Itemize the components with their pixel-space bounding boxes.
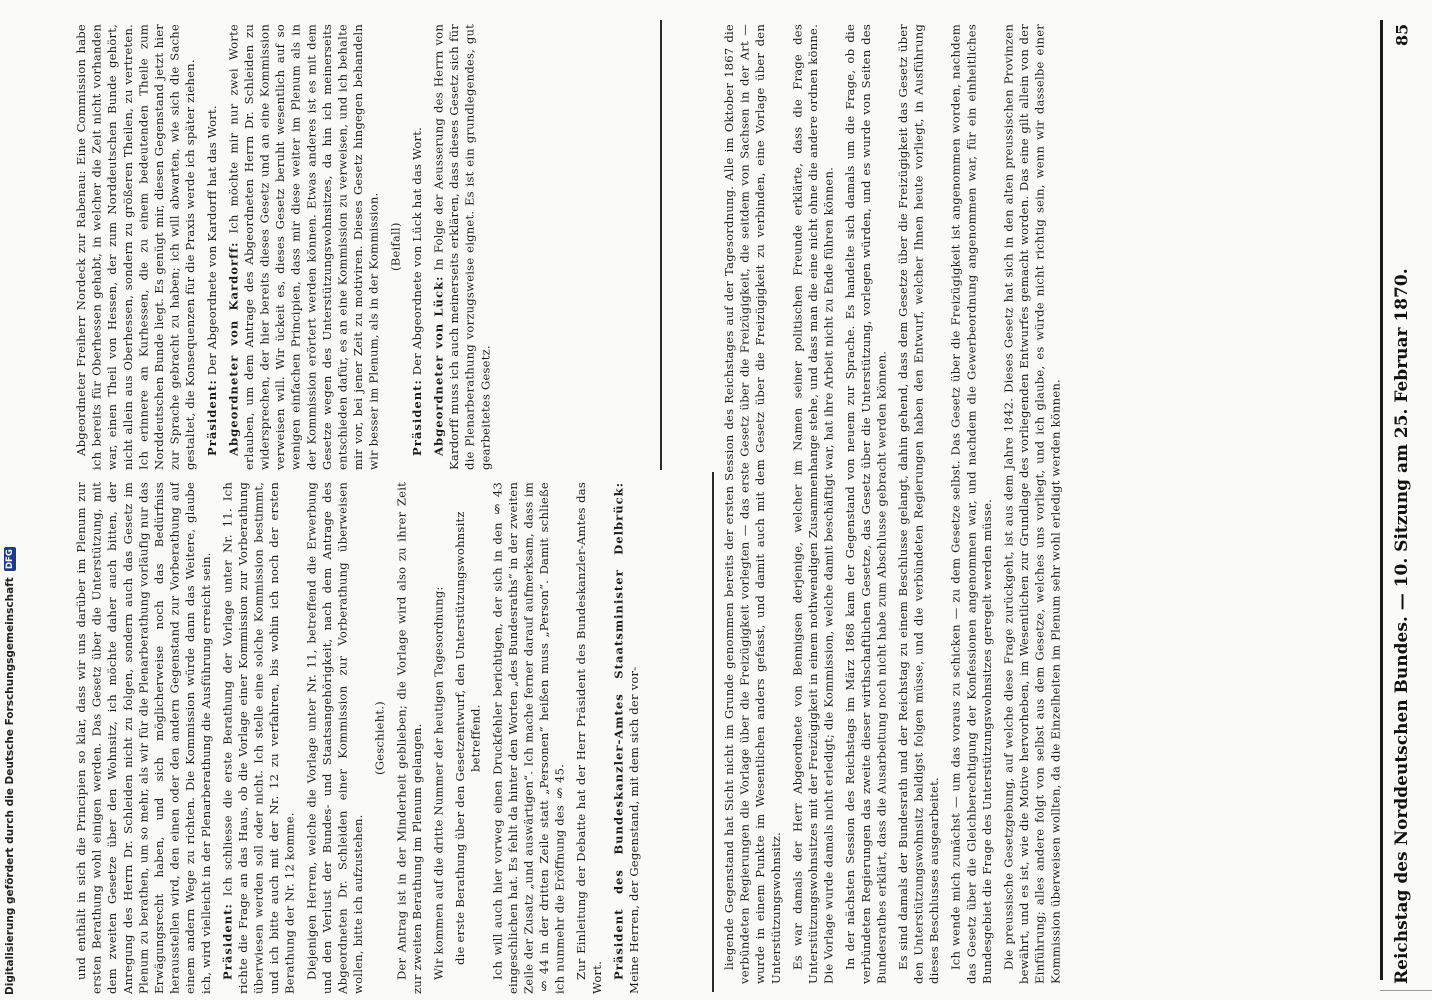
speech (431, 24, 493, 470)
speech (226, 24, 382, 470)
digitization-credit (2, 549, 18, 995)
speech-text: Der Abgeordnete von Lück hat das Wort. (409, 127, 424, 376)
paragraph: Ich wende mich zunächst — um das voraus zu schicken — zu dem Gesetze selbst. Das Gesetz über die Freizügigkeit ist angenommen worden, nachdem das Gesetz über die Gleichberechtigung der Konfessionen angenommen war, und nachdem die Gewerbeordnung angenommen war, für ein einheitliches Bundesgebiet die Frage des Unterstützungswohnsitzes geregelt werden müsse. (948, 24, 994, 984)
paragraph: Es war damals der Herr Abgeordnete von Bennigsen derjenige, welcher im Namen seiner politischen Freunde erklärte, dass die Frage des Unterstützungswohnsitzes mit der Freizügigkeit in einem nothwendigen Zusammenhange stehe, und dass man die eine nicht ohne die andere ordnen könne. Die Vorlage wurde damals nicht erledigt; die Kommission, welche damit beschäftigt war, hat ihre Arbeit nicht zu Ende führen können. (790, 24, 836, 984)
speech-text: Ich schliesse die erste Berathung der Vorlage unter Nr. 11. Ich richte die Frage an das Haus, ob die Vorlage einer Kommission zur Vorberathung überwiesen werden soll oder nicht. Ich stelle eine solche Kommission bestimmt, und ich bitte auch mit der Nr. 12 zu verfahren, bis wohin ich noch der ersten Berathung der Nr. 12 komme. (220, 482, 297, 994)
speaker-label: Präsident: (204, 379, 219, 456)
header-rule (1380, 20, 1383, 980)
stage-note: (Beifall) (388, 222, 403, 272)
speech (611, 482, 642, 994)
speech-text: Der Abgeordnete von Kardorff hat das Wort. (204, 105, 219, 376)
paragraph: Diejenigen Herren, welche die Vorlage unter Nr. 11, betreffend die Erwerbung und den Verlust der Bundes- und Staatsangehörigkeit, nach dem Antrage des Abgeordneten Dr. Schleiden einer Kommission zur Vorberathung überweisen wollen, bitte ich aufzustehen. (304, 482, 366, 994)
dfg-logo-icon: DFG (5, 549, 15, 570)
paragraph: In der nächsten Session des Reichstags im März 1868 kam der Gegenstand von neuem zur Sprache. Es handelte sich damals um die Frage, ob die verbündeten Regierungen das zweite dieser wirthschaftlichen Gesetze, das Gesetz über die Unterstützung, vorlegen würden, und es wurde von Seiten des Bundesrathes erklärt, dass die Ausarbeitung noch nicht habe zum Abschlusse gebracht werden können. (843, 24, 889, 984)
running-header (1384, 24, 1420, 984)
speaker-label: Präsident: (409, 379, 424, 456)
paragraph: Es sind damals der Bundesrath und der Reichstag zu einem Beschlusse gelangt, dahin gehend, dass dem Gesetze über die Freizügigkeit das Gesetz über den Unterstützungswohnsitz baldigst folgen müsse, und die verbündeten Regierungen haben den Entwurf, welcher Ihnen heute vorliegt, in Ausführung dieses Beschlusses ausgearbeitet. (895, 24, 942, 984)
speaker-label: Abgeordneter von Lück: (431, 275, 446, 456)
paragraph: und enthält in sich die Principien so klar, dass wir uns darüber im Plenum zur ersten Berathung wohl einigen werden. Das Gesetz über die Unterstützung, mit dem zweiten Gesetze über den Wohnsitz, ich möchte daher auch bitten, der Anregung des Herrn Dr. Schleiden nicht zu folgen, sondern auch das Gesetz im Plenum zu berathen, um so mehr, als wir für die Plenarberathung vorläufig nur das Erwägungsrecht haben, und sich möglicherweise noch das Bedürfniss herausstellen wird, den einen oder den andern Gegenstand zur Vorberathung auf einem andern Wege zu richten. Die Kommission würde dann das Weitere, glaube ich, wird vielleicht in der Plenarberathung die Ausführung erreicht sein. (74, 482, 213, 994)
column-divider-bottom (712, 472, 714, 992)
speech (205, 24, 221, 470)
speaker-label: Präsident des Bundeskanzler-Amtes Staatsminister Delbrück: (611, 482, 626, 980)
paragraph: Die preussische Gesetzgebung, auf welche diese Frage zurückgeht, ist aus dem Jahre 1842. Dieses Gesetz hat sich in den alten preussischen Provinzen bewährt, und es ist, wie die Motive hervorheben, im Wesentlichen zur Grundlage des vorliegenden Entwurfes gemacht worden. Das eine gilt allein von der Einführung; alles andere folgt von selbst aus dem Gesetze, welches uns vorliegt, und ich glaube, es würde nicht richtig sein, wenn wir dasselbe einer Kommission überweisen wollten, da die Einzelheiten im Plenum sehr wohl erledigt werden können. (1001, 24, 1063, 984)
speech (410, 24, 426, 470)
text-column-right-top (74, 24, 679, 470)
page-number: 85 (1392, 24, 1412, 47)
paragraph: Der Antrag ist in der Minderheit geblieben; die Vorlage wird also zu ihrer Zeit zur zweiten Berathung im Plenum gelangen. (394, 482, 424, 994)
speech-text: Meine Herren, der Gegenstand, mit dem sich der vor- (627, 666, 641, 994)
speech-text: In Folge der Aeusserung des Herrn von Kardorff muss ich auch meinerseits erklären, dass dieses Gesetz sich für die Plenarberathung vorzugsweise eignet. Es ist ein grundlegendes, gut gearbeitetes Gesetz. (431, 24, 493, 470)
speaker-label: Abgeordneter von Kardorff: (226, 241, 241, 456)
speaker-label: Präsident: (220, 903, 235, 980)
paragraph: Zur Einleitung der Debatte hat der Herr Präsident des Bundeskanzler-Amtes das Wort. (574, 482, 604, 994)
page-edge (1380, 990, 1432, 1000)
text-column-left (722, 24, 1372, 984)
stage-note: (Geschieht.) (372, 701, 387, 775)
text-column-right-bottom (74, 482, 709, 994)
speech-text: Ich möchte mir nur zwei Worte erlauben, um dem Antrage des Abgeordneten Herrn Dr. Schleiden zu widersprechen, der hier bereits dieses Gesetz und an eine Kommission verweisen will. Wir ückeit es, dieses Gesetz beruht wesentlich auf so wenigen einfachen Principien, dass mir diese weiter im Plenum als in der Kommission erörtert werden können. Etwas anderes ist es mit dem Gesetze wegen des Unterstützungswohnsitzes, da hin ich meinerseits entschieden dafür, es an eine Kommission zu verweisen, und ich behalte mir vor, bei jener Zeit zu motiviren. Dieses Gesetz hingegen behandeln wir besser im Plenum, als in der Kommission. (226, 24, 381, 470)
agenda-item: die erste Berathung über den Gesetzentwurf, den Unterstützungswohnsitz betreffend. (453, 511, 483, 965)
paragraph: liegende Gegenstand hat Sicht nicht im Grunde genommen bereits der ersten Session des Reichstages auf der Tagesordnung. Alle im Oktober 1867 die verbündeten Regierungen die Vorlage über die Freizügigkeit vorlegten — das erste Gesetz über die Freizügigkeit, die seitdem von Sachsen in der Art — wurde in einem Punkte im Wesentlichen anders gefasst, und damit auch mit dem Gesetz über die Freizügigkeit zu verbinden, eine Vorlage über den Unterstützungswohnsitz. (722, 24, 783, 984)
paragraph: Wir kommen auf die dritte Nummer der heutigen Tagesordnung: (431, 586, 446, 980)
speech (220, 482, 298, 994)
credit-text: Digitalisierung gefördert durch die Deutsche Forschungsgemeinschaft (4, 577, 16, 995)
paragraph: Ich will auch hier vorweg einen Druckfehler berichtigen, der sich in den § 43 eingeschlichen hat. Es fehlt da hinter den Worten „des Bundesraths“ in der zweiten Zeile der Zusatz „und auswärtigen“. Ich mache ferner darauf aufmerksam, dass im § 44 in der dritten Zeile statt „Personen“ heißen muss „Person“. Damit schließe ich nunmehr die Eröffnung des § 45. (490, 482, 567, 994)
paragraph: Abgeordneter Freiherr Nordeck zur Rabenau: Eine Commission habe ich bereits für Oberhessen gehabt, in welcher die Zeit nicht vorhanden war, einen Theil von Hessen, der zum Norddeutschen Bunde gehört, nicht allein aus Oberhessen, sondern zu größeren Theilen, zu vertreten. Ich erinnere an Kurhessen, die zu einem bedeutenden Theile zum Norddeutschen Bunde liegt. Es genügt mir, diesen Gegenstand jetzt hier zur Sprache gebracht zu haben; ich will abwarten, wie sich die Sache gestaltet, die Konsequenzen für die Praxis werde ich später ziehen. (74, 24, 198, 470)
header-title: Reichstag des Norddeutschen Bundes. — 10. Sitzung am 25. Februar 1870. (1392, 268, 1412, 984)
